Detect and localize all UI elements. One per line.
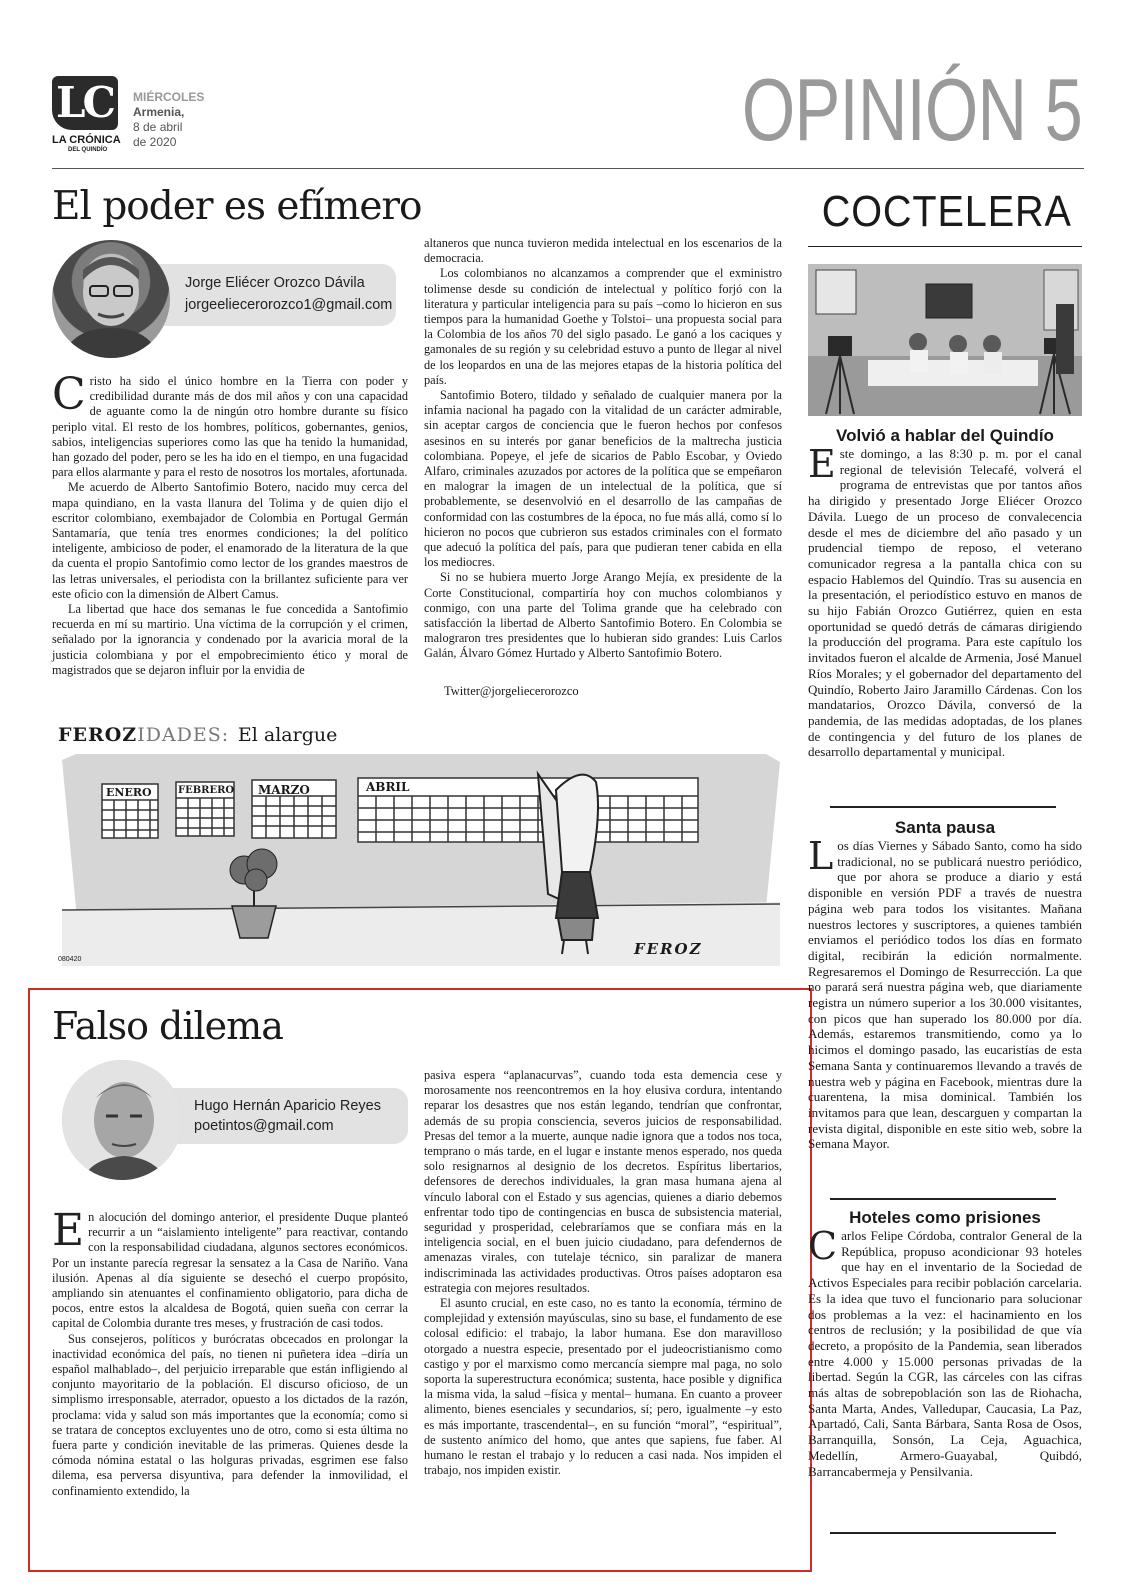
cartoon-title: [58, 724, 337, 747]
article2-paragraph: El asunto crucial, en este caso, no es tanto la economía, término de complejidad y extensión mayúsculas, sino su base, el fundamento de ese colosal edificio: el trabajo, la labor humana. Ese don maravilloso otorgado a nuestra especie, presentado por el judeocristianismo como castigo y por el marxismo como mercancía siempre mal paga, no solo soporta la superestructura económica; sustenta, hace posible y dignifica la misma vida, la salud –física y mental– humana. En cuanto a proveer alimento, bienes esenciales y secundarios, sí; pero, igualmente –y esto es más importante, trascendental–, en su función “moral”, “espiritual”, de sustento anímico del homo, que antes que sapiens, fue faber. Al humano le restan el trabajo y lo reducen a casi nada. Nos impiden el trabajo, nos impiden existir.: [424, 1296, 782, 1478]
dateline-weekday: MIÉRCOLES: [133, 90, 205, 104]
cartoon-series-light: IDADES:: [137, 724, 230, 746]
cartoon-month-enero: ENERO: [106, 786, 152, 799]
cartoon-panel: [62, 754, 780, 966]
sidebar-photo: [808, 264, 1082, 416]
cartoon-title-text: El alargue: [237, 724, 338, 746]
article1-paragraph: altaneros que nunca tuvieron medida intelectual en los escenarios de la democracia.: [424, 236, 782, 266]
article2-author-photo: [62, 1060, 182, 1180]
masthead-logo[interactable]: [52, 76, 121, 156]
article1-paragraph: Los colombianos no alcanzamos a comprender que el exministro tolimense desde su condición de intelectual y político forjó con la literatura y particular inteligencia para su país –como lo hicieron en sus tiempos para la humanidad Goethe y Tolstoi– una propuesta social para la Colombia de los años 70 del siglo pasado. Le ganó a los caciques y gamonales de su región y su celebridad estuvo a punto de llegar al nivel de los leopardos en una de las mejores etapas de la historia política del país.: [424, 266, 782, 387]
dateline-date: 8 de abril: [133, 120, 183, 134]
author-portrait-icon: [52, 240, 170, 358]
cartoon-month-febrero: FEBRERO: [178, 785, 235, 796]
sidebar-item3-body: [808, 1224, 1082, 1479]
dateline: [133, 90, 223, 150]
cartoon-illustration-icon: [62, 754, 780, 966]
sidebar-item1-heading: Volvió a hablar del Quindío: [836, 426, 1054, 445]
article2-paragraph: n alocución del domingo anterior, el presidente Duque planteó recurrir a un “aislamiento inteligente” para reactivar, contando con la responsabilidad ciudadana, algunos sectores económicos. Por un instante parecía regresar la sensatez a la Casa de Nariño. Vana ilusión. Apenas al día siguiente se desechó el cuerpo propósito, ampliando sin atenuantes el confinamiento obligatorio, para dicha de pocos, entre estos la alcaldesa de Bogotá, quien sueña con cerrar la capital de Colombia durante tres meses, y frustración de casi todos.: [52, 1210, 408, 1331]
dateline-city: Armenia,: [133, 105, 185, 119]
sidebar-item3-heading: Hoteles como prisiones: [849, 1208, 1041, 1227]
article1-dropcap: C: [52, 369, 86, 420]
cartoon-code: 080420: [58, 956, 82, 963]
article1-twitter[interactable]: Twitter@jorgeliecerorozco: [444, 684, 579, 698]
cartoon-series-bold: FEROZ: [58, 724, 138, 746]
article1-paragraph: La libertad que hace dos semanas le fue concedida a Santofimio recuerda en mí su martirio. Una víctima de la corrupción y el crimen, señalado por la ignorancia y condenado por la avaricia moral de la justicia colombiana y por el empobrecimiento ético y moral de magistrados que se dejaron influir por la envidia de: [52, 602, 408, 677]
cartoon-signature: FEROZ: [634, 940, 703, 958]
sidebar-item1-body: [808, 442, 1082, 760]
cartoon-month-marzo: MARZO: [258, 783, 310, 797]
article1-email[interactable]: jorgeeliecerorozco1@gmail.com: [185, 297, 393, 313]
article1-column-2: [424, 236, 782, 662]
sidebar-item2-heading: Santa pausa: [894, 818, 996, 837]
article1-headline: El poder es efímero: [52, 184, 422, 229]
sidebar-divider-2: [830, 1198, 1056, 1200]
logo-name: LA CRÓNICA: [52, 134, 121, 146]
article2-headline: Falso dilema: [52, 1004, 283, 1048]
section-title: OPINIÓN 5: [741, 60, 1082, 159]
sidebar-item1-text: ste domingo, a las 8:30 p. m. por el canal regional de televisión Telecafé, volverá el programa de entrevistas que por tantos años ha dirigido y presentado Jorge Eliécer Orozco Dávila. Luego de un proceso de convalecencia desde el mes de diciembre del año pasado y un prudencial tiempo de reposo, el veterano comunicador regresa a la pantalla chica con su espacio Hablemos del Quindío. Tras su ausencia en la presentación, el periodístico estuvo en manos de su hijo Fabián Orozco Gutiérrez, quien en esta oportunidad se quedó detrás de cámaras dirigiendo la producción del programa. Para este capítulo los invitados fueron el alcalde de Armenia, José Manuel Ríos Morales; y el gobernador del departamento del Quindío, Roberto Jairo Jaramillo Cárdenas. Con los mandatarios, Orozco Dávila, conversó de la pandemia, de las medidas adoptadas, de los planes de contingencia y del futuro de los planes de desarrollo departamental y municipal.: [808, 446, 1082, 760]
author-portrait-icon: [62, 1060, 182, 1180]
logo-subname: DEL QUINDÍO: [68, 147, 108, 153]
article2-column-2: [424, 1068, 782, 1478]
article1-paragraph: Santofimio Botero, tildado y señalado de cualquier manera por la infamia nacional ha pagado con la vitalidad de un carácter admirable, sin aceptar cargos de conciencia que le fueron hechos por confesos asesinos en su interés por ganar beneficios de la maltrecha justicia colombiana. Popeye, el jefe de sicarios de Pablo Escobar, y Oviedo Alfaro, criminales azuzados por actores de la política que se empeñaron en malograr la imagen de un intelectual de la política, que sí probablemente, se desenvolvió en el desarrollo de las campañas de conformidad con las costumbres de la época, no fue más allá, como sí lo hicieron no pocos que cubrieron sus estados criminales con el formato que adecuó la política del país, para que pudieran tener cabida en ella los mediocres.: [424, 388, 782, 570]
sidebar-item3-dropcap: C: [808, 1224, 838, 1268]
article1-column-1: [52, 369, 408, 678]
article2-paragraph: pasiva espera “aplanacurvas”, cuando toda esta demencia cese y morosamente nos reencontremos en la hoy elusiva cordura, intentando reparar los desastres que nos están legando, tendrían que confrontar, además de su propia consciencia, severos juicios de responsabilidad. Presas del temor a la muerte, aunque nadie ignora que a todos nos toca, temprano o más tarde, en el lugar e instante menos esperado, nos queda solo resignarnos al designio de los decretos. Espíritus libertarios, defensores de derechos individuales, la gran masa humana ajena al vínculo laboral con el Estado y sus agencias, quienes a diario debemos enfrentar todo tipo de contingencias en busca de subsistencia material, seguridad y prosperidad, celebraríamos que se confiara más en la inteligencia social, en el buen juicio ciudadano, para defendernos de amenazas virales, con tutelaje técnico, sin paralizar de manera indiscriminada las actividades productivas. Otros países adoptaron esa estrategia con mejores resultados.: [424, 1068, 782, 1295]
sidebar-divider-1: [830, 806, 1056, 808]
article1-author: Jorge Eliécer Orozco Dávila: [185, 275, 365, 291]
dateline-year: de 2020: [133, 135, 177, 149]
article2-column-1: [52, 1205, 408, 1499]
sidebar-item1-dropcap: E: [808, 442, 836, 486]
sidebar-item3-text: arlos Felipe Córdoba, contralor General de la República, propuso acondicionar 93 hoteles que hay en el inventario de la Sociedad de Activos Especiales para recibir población carcelaria. Es la idea que tuvo el funcionario para solucionar dos problemas a la vez: el hacinamiento en los centros de reclusión; y la posibilidad de que vía decreto, a propósito de la Pandemia, sean liberados entre 4.000 y 15.000 personas privadas de la libertad. Según la CGR, las cárceles con las cifras más altas de sobrepoblación son las de Riohacha, Santa Marta, Andes, Valledupar, Caucasia, La Paz, Apartadó, Cali, Santa Bárbara, Santa Rosa de Osos, Barranquilla, Sonsón, La Ceja, Aguachica, Medellín, Armero-Guayabal, Quibdó, Barrancabermeja y Pensilvania.: [808, 1228, 1082, 1479]
article2-author: Hugo Hernán Aparicio Reyes: [194, 1098, 381, 1114]
article2-paragraph: Sus consejeros, políticos y burócratas obcecados en prolongar la inactividad económica del país, no tienen ni puñetera idea –diría un español malhablado–, del perjuicio irreparable que están infligiendo al conjunto mayoritario de la población. El discurso oficioso, de un simplismo irresponsable, aterrador, opuesto a los dictados de la razón, proclama: vida y salud son más importantes que la economía; como si se tratara de conceptos excluyentes uno de otro, como si esta última no fuera parte y condición inevitable de las primeras. Quienes desde la cómoda nómina estatal o las holguras privadas, esgrimen ese falso dilema, esa perversa disyuntiva, para defender la inmovilidad, el confinamiento extendido, la: [52, 1331, 408, 1498]
article1-paragraph: risto ha sido el único hombre en la Tierra con poder y credibilidad durante más de dos mil años y con una capacidad de aguante como la de ningún otro hombre durante su físico periplo vital. El resto de los hombres, políticos, gobernantes, genios, sabios, inteligencias superiores como las que ha tenido la humanidad, han gozado del poder, pero se les ha ido en el tiempo, en una fugacidad para ellos alarmante y para el resto de nosotros los mortales, afortunada.: [52, 374, 408, 480]
tv-studio-photo-icon: [808, 264, 1082, 416]
sidebar-title-rule: [808, 246, 1082, 247]
article1-author-photo: [52, 240, 170, 358]
cartoon-month-abril: ABRIL: [366, 780, 410, 794]
article1-paragraph: Me acuerdo de Alberto Santofimio Botero, nacido muy cerca del mapa quindiano, en la vasta llanura del Tolima y de quien dijo el escritor colombiano, exembajador de Colombia en Portugal Germán Santamaría, que tenía tres enormes condiciones; la del político inteligente, ambicioso de poder, el enamorado de la literatura de la que da cuenta el propio Santofimio como lector de los grandes maestros de las letras universales, el periodista con la brillantez suficiente para ver este oficio con la dimensión de Albert Camus.: [52, 480, 408, 601]
article2-email[interactable]: poetintos@gmail.com: [194, 1118, 334, 1134]
header-rule: [52, 168, 1084, 169]
sidebar-item2-dropcap: L: [808, 834, 834, 878]
sidebar-title: COCTELERA: [821, 187, 1072, 236]
logo-mark: [52, 76, 118, 130]
logo-letters: LC: [56, 78, 113, 127]
sidebar-divider-3: [830, 1532, 1056, 1534]
article2-dropcap: E: [52, 1205, 85, 1256]
sidebar-item2-body: [808, 834, 1082, 1152]
article1-paragraph: Si no se hubiera muerto Jorge Arango Mejía, ex presidente de la Corte Constitucional, compartiría hoy con muchos colombianos y conmigo, con una parte del Tolima grande que ha celebrado con satisfacción la libertad de Alberto Santofimio Botero. En Colombia se malograron tres presidentes que lo hubieran sido grandes: Luis Carlos Galán, Álvaro Gómez Hurtado y Alberto Santofimio Botero.: [424, 570, 782, 661]
sidebar-item2-text: os días Viernes y Sábado Santo, como ha sido tradicional, no se publicará nuestro periódico, que por ahora se produce a diario y está disponible en versión PDF a través de nuestra página web para todos los visitantes. Mañana nuestros lectores y suscriptores, a quienes también enviamos el periódico todos los días en formato digital, recibirán la edición normalmente. Regresaremos el Domingo de Resurrección. La que no parará será nuestra página web, que diariamente registra un número superior a los 30.000 visitantes, con picos que han superado los 80.000 por día. Además, estaremos transmitiendo, como ya lo hicimos el domingo pasado, las eucaristías de esta Semana Santa y continuaremos llevando a través de nuestra web y página en Facebook, mientras dure la cuarentena, la misa dominical. También los invitamos para que lean, descarguen y compartan la revista digital, disponible en este sitio web, sobre la Semana Mayor.: [808, 838, 1082, 1152]
